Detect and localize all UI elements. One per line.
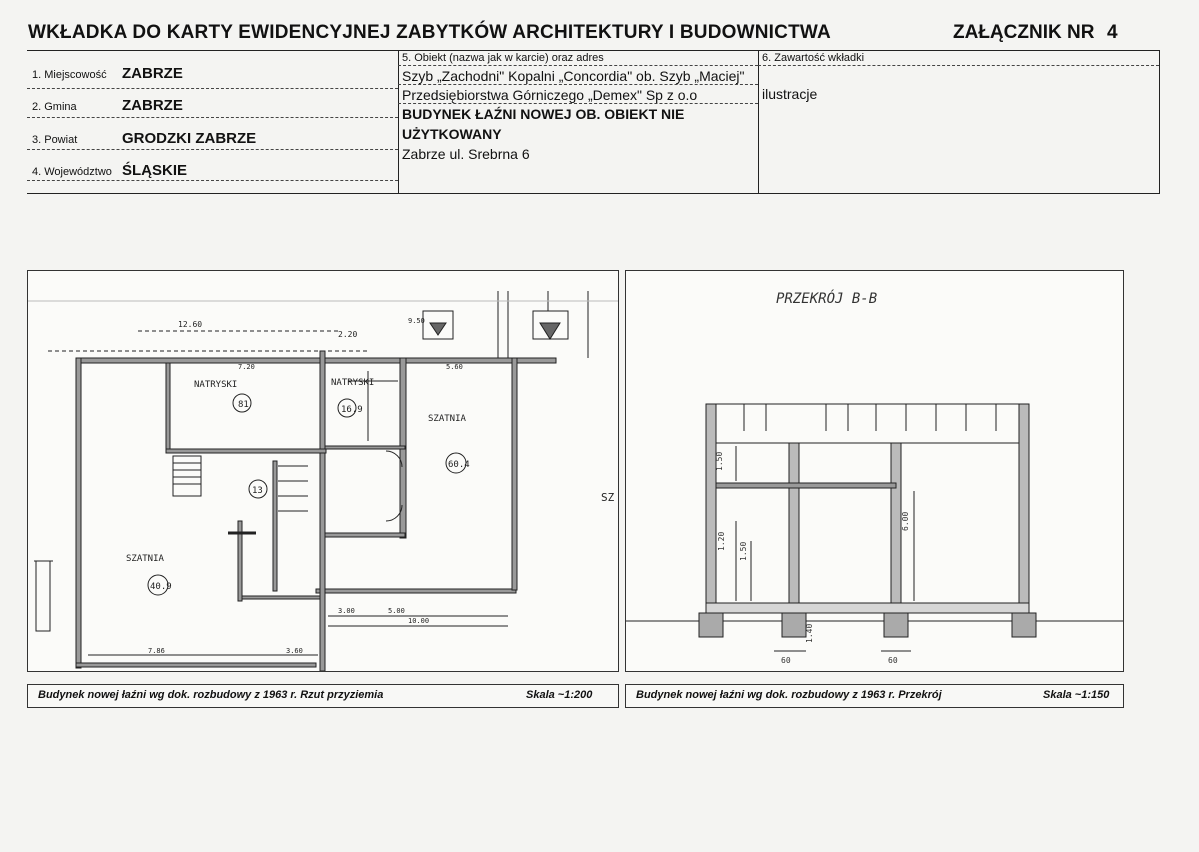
- wall-natryski-west: [166, 363, 170, 453]
- form-divider-right: [758, 50, 759, 193]
- section-column: [706, 404, 716, 614]
- floor-plan-caption: [27, 684, 619, 708]
- field-label-miejscowosc: 1. Miejscowość: [32, 69, 107, 81]
- plan-dim-2: 2.20: [338, 330, 358, 339]
- section-panel: [625, 270, 1124, 672]
- staircase: [173, 456, 201, 496]
- page-title: WKŁADKA DO KARTY EWIDENCYJNEJ ZABYTKÓW ARCHITEKTURY I BUDOWNICTWA: [28, 22, 831, 43]
- floor-plan-drawing: [28, 271, 618, 671]
- object-rule: [398, 65, 758, 66]
- field-label-wojewodztwo: 4. Województwo: [32, 166, 112, 178]
- object-rule: [398, 103, 758, 104]
- wall-north: [76, 358, 556, 363]
- section-footing: [782, 613, 806, 637]
- annex-number: 4: [1107, 22, 1118, 43]
- plan-label-sz: SZ: [601, 491, 615, 504]
- section-title: PRZEKRÓJ B-B: [776, 291, 878, 307]
- object-line-2: Przedsiębiorstwa Górniczego „Demex" Sp z o.o: [402, 87, 698, 103]
- section-dim-h2: 1.20: [717, 531, 726, 551]
- plan-dim-7: 5.00: [388, 607, 405, 615]
- form-divider-edge: [1159, 50, 1160, 193]
- field-value-miejscowosc: ZABRZE: [122, 65, 183, 82]
- plan-dim-8: 10.00: [408, 617, 430, 625]
- plan-dim-3: 7.20: [238, 363, 255, 371]
- plan-dim-5: 9.50: [408, 317, 425, 325]
- section-beam: [716, 483, 896, 488]
- field-value-wojewodztwo: ŚLĄSKIE: [122, 162, 188, 179]
- plan-dim-1: 12.60: [178, 320, 203, 329]
- section-dim-h3: 1.50: [739, 541, 748, 561]
- section-floor: [706, 603, 1029, 613]
- section-caption: [625, 684, 1124, 708]
- plan-area-60-4: 60.4: [448, 460, 470, 470]
- section-dim-d1: 1.40: [805, 623, 814, 643]
- field-rule: [27, 88, 398, 89]
- field-value-gmina: ZABRZE: [122, 97, 183, 114]
- form-divider-left: [398, 50, 399, 193]
- plan-dim-6: 3.00: [338, 607, 355, 615]
- section-footing: [1012, 613, 1036, 637]
- object-address: Zabrze ul. Srebrna 6: [402, 146, 530, 162]
- contents-label: 6. Zawartość wkładki: [762, 52, 865, 64]
- contents-rule: [758, 65, 1159, 66]
- section-footing: [884, 613, 908, 637]
- plan-label-natryski-1: NATRYSKI: [194, 380, 238, 390]
- wall-natryski-south: [166, 449, 326, 453]
- plan-area-40-9: 40.9: [150, 582, 172, 592]
- wall-inner-south: [240, 596, 320, 599]
- object-rule: [398, 84, 758, 85]
- section-dim-h4: 6.00: [901, 511, 910, 531]
- section-column: [891, 443, 901, 614]
- wall-south-left: [76, 663, 316, 667]
- floor-plan-panel: [27, 270, 619, 672]
- object-line-4: UŻYTKOWANY: [402, 126, 502, 142]
- field-rule: [27, 180, 398, 181]
- wall-small-room: [325, 446, 405, 449]
- wall-west: [76, 358, 81, 668]
- wall-small-room-south: [325, 533, 405, 537]
- section-column: [789, 443, 799, 614]
- section-dim-h1: 1.50: [715, 451, 724, 471]
- object-line-3: BUDYNEK ŁAŹNI NOWEJ OB. OBIEKT NIE: [402, 106, 685, 122]
- field-label-powiat: 3. Powiat: [32, 134, 78, 146]
- plan-dim-4: 5.60: [446, 363, 463, 371]
- section-scale: Skala ~1:150: [1043, 689, 1110, 701]
- section-caption-text: Budynek nowej łaźni wg dok. rozbudowy z 1963 r. Przekrój: [636, 689, 942, 701]
- plan-area-13: 13: [252, 486, 263, 496]
- section-drawing: [626, 271, 1123, 671]
- plan-area-16-9: 16.9: [341, 405, 363, 415]
- form-bottom-rule: [27, 193, 1160, 194]
- section-column: [1019, 404, 1029, 614]
- wall-south-right: [316, 589, 516, 593]
- object-line-1: Szyb „Zachodni" Kopalni „Concordia" ob. Szyb „Maciej": [402, 68, 745, 84]
- header-rule: [27, 50, 1160, 51]
- field-rule: [27, 149, 398, 150]
- field-label-gmina: 2. Gmina: [32, 101, 77, 113]
- plan-label-natryski-2: NATRYSKI: [331, 378, 375, 388]
- plan-label-szatnia-1: SZATNIA: [428, 414, 466, 424]
- annex-label: ZAŁĄCZNIK NR: [953, 22, 1095, 43]
- contents-value: ilustracje: [762, 86, 818, 102]
- field-value-powiat: GRODZKI ZABRZE: [122, 130, 257, 147]
- floor-plan-scale: Skala ~1:200: [526, 689, 593, 701]
- section-footing: [699, 613, 723, 637]
- wall-center-vertical: [320, 351, 325, 671]
- section-dim-f2: 60: [888, 656, 898, 665]
- field-rule: [27, 117, 398, 118]
- plan-label-szatnia-2: SZATNIA: [126, 554, 164, 564]
- floor-plan-caption-text: Budynek nowej łaźni wg dok. rozbudowy z 1963 r. Rzut przyziemia: [38, 689, 384, 701]
- plan-dim-10: 3.60: [286, 647, 303, 655]
- section-dim-f1: 60: [781, 656, 791, 665]
- wall-east: [512, 358, 517, 590]
- plan-dim-9: 7.86: [148, 647, 165, 655]
- plan-area-81: 81: [238, 400, 249, 410]
- object-label: 5. Obiekt (nazwa jak w karcie) oraz adres: [402, 52, 604, 64]
